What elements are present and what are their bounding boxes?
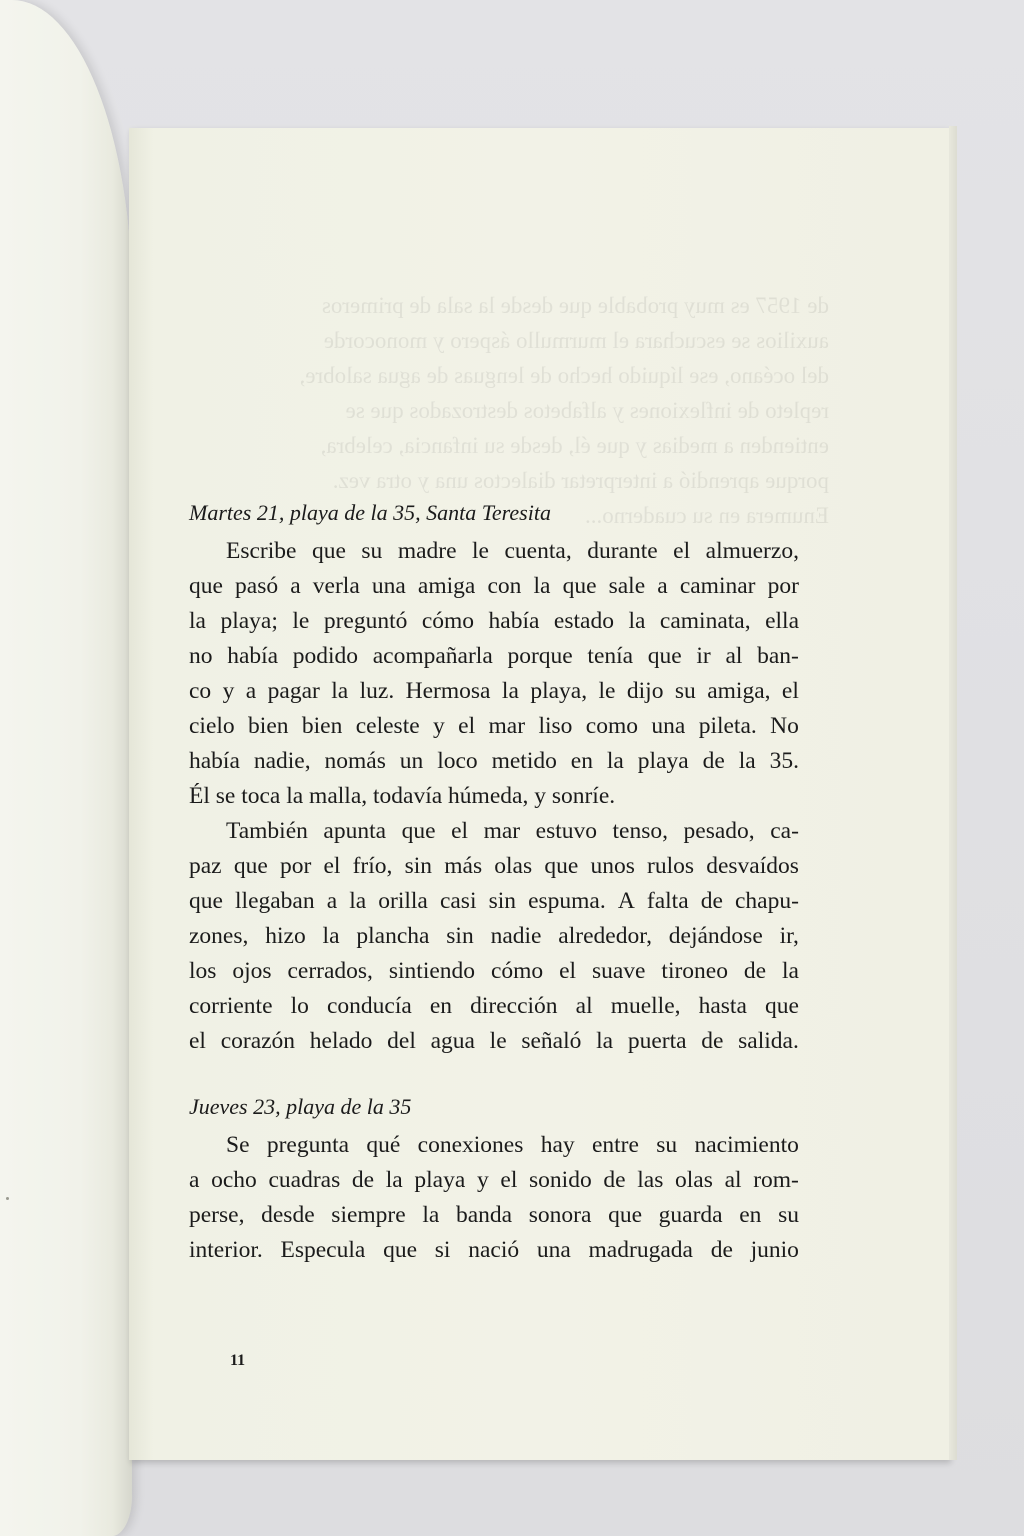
word: puerta (627, 1028, 687, 1054)
word: y (222, 678, 235, 704)
paragraph (189, 1128, 799, 1268)
entry-martes-21 (189, 500, 799, 1059)
word: que (189, 573, 223, 599)
word: corriente (189, 993, 273, 1019)
word: al (724, 1167, 742, 1193)
word: conexiones (417, 1132, 524, 1158)
word: ca- (770, 818, 799, 844)
word: ir (696, 643, 711, 669)
show-through-line: auxilios se escuchara el murmullo áspero y monocorde (323, 328, 829, 353)
word: preguntó (323, 608, 408, 634)
word: casi (439, 888, 477, 914)
word: a (189, 1167, 200, 1193)
word: su (361, 538, 383, 564)
text-line (189, 1128, 799, 1163)
word: playa, (530, 678, 588, 704)
word: un (399, 748, 424, 774)
word: estado (553, 608, 614, 634)
word: 35. (769, 748, 799, 774)
text-line (189, 604, 799, 639)
word: hay (540, 1132, 575, 1158)
word: ban- (757, 643, 799, 669)
word: entre (591, 1132, 639, 1158)
text-line: Él se toca la malla, todavía húmeda, y sonríe. (189, 783, 616, 809)
word: la (349, 888, 367, 914)
word: cuenta, (504, 538, 572, 564)
word: banda (455, 1202, 513, 1228)
word: que (562, 573, 597, 599)
word: que (189, 888, 223, 914)
word: nació (468, 1237, 520, 1263)
word: que (608, 1202, 642, 1228)
word: alrededor, (558, 923, 652, 949)
word: a (657, 573, 668, 599)
word: No (770, 713, 799, 739)
word: A (617, 888, 635, 914)
word: playa; (220, 608, 278, 634)
word: metido (491, 748, 557, 774)
word: al (575, 993, 593, 1019)
word: verla (312, 573, 360, 599)
word: los (189, 958, 217, 984)
word: a (290, 573, 301, 599)
word: dijo (626, 678, 664, 704)
word: plancha (356, 923, 430, 949)
word: que (544, 853, 579, 879)
word: playa (414, 1167, 466, 1193)
word: que (233, 853, 268, 879)
word: una (536, 1237, 571, 1263)
entry-jueves-23 (189, 1094, 799, 1268)
word: el (673, 538, 691, 564)
word: cómo (490, 958, 544, 984)
word: la (322, 923, 340, 949)
word: de (700, 888, 723, 914)
word: a (245, 678, 257, 704)
word: le (292, 608, 310, 634)
word: que (383, 1237, 418, 1263)
word: la (422, 1202, 440, 1228)
word: le (598, 678, 616, 704)
word: nomás (324, 748, 386, 774)
word: playa (637, 748, 689, 774)
word: También (226, 818, 308, 844)
left-page (0, 0, 132, 1536)
word: junio (750, 1237, 799, 1263)
word: por (279, 853, 312, 879)
word: la (501, 678, 519, 704)
word: rulos (647, 853, 695, 879)
word: que (647, 643, 682, 669)
word: bien (301, 713, 343, 739)
word: la (596, 1028, 614, 1054)
text-line (189, 954, 799, 989)
word: del (387, 1028, 416, 1054)
word: de (701, 1028, 724, 1054)
word: luz. (359, 678, 395, 704)
word: y (433, 713, 445, 739)
word: sin (404, 853, 433, 879)
page-edge (949, 126, 957, 1460)
entry-heading: Martes 21, playa de la 35, Santa Teresita (189, 500, 551, 525)
word: por (767, 573, 799, 599)
word: olas (494, 853, 533, 879)
word: el (500, 1167, 518, 1193)
word: frío, (352, 853, 393, 879)
word: corazón (220, 1028, 296, 1054)
word: el (458, 713, 476, 739)
word: pileta. (698, 713, 757, 739)
word: mar (483, 818, 521, 844)
word: que (764, 993, 799, 1019)
word: paz (189, 853, 222, 879)
word: cómo (421, 608, 475, 634)
page-number: 11 (230, 1352, 246, 1369)
word: zones, (189, 923, 249, 949)
word: que (401, 818, 436, 844)
show-through-text (189, 288, 829, 533)
word: llegaban (235, 888, 315, 914)
word: señaló (521, 1028, 582, 1054)
text-line (189, 639, 799, 674)
entry-heading: Jueves 23, playa de la 35 (189, 1094, 412, 1119)
word: pagar (267, 678, 320, 704)
word: había (488, 608, 540, 634)
word: el (559, 958, 577, 984)
word: helado (309, 1028, 373, 1054)
text-line (189, 1024, 799, 1059)
word: apunta (323, 818, 387, 844)
word: liso (538, 713, 573, 739)
word: pesado, (683, 818, 755, 844)
word: celeste (355, 713, 420, 739)
word: hizo (265, 923, 306, 949)
word: las (637, 1167, 664, 1193)
word: muelle, (610, 993, 681, 1019)
word: nadie, (253, 748, 311, 774)
word: sale (608, 573, 646, 599)
word: amiga, (707, 678, 771, 704)
word: loco (437, 748, 478, 774)
text-line (189, 919, 799, 954)
word: pasó (235, 573, 279, 599)
text-line (189, 1233, 799, 1268)
word: de (351, 1167, 375, 1193)
word: mar (488, 713, 526, 739)
word: cielo (189, 713, 235, 739)
word: madre (397, 538, 457, 564)
word: Escribe (226, 538, 297, 564)
word: bien (248, 713, 289, 739)
word: acompañarla (372, 643, 493, 669)
text-line (189, 674, 799, 709)
word: chapu- (734, 888, 799, 914)
text-line (189, 849, 799, 884)
word: porque (507, 643, 573, 669)
word: en (429, 993, 453, 1019)
word: suave (591, 958, 646, 984)
word: nacimiento (694, 1132, 799, 1158)
text-line (189, 884, 799, 919)
word: espuma. (528, 888, 606, 914)
word: Hermosa (405, 678, 491, 704)
word: al (725, 643, 743, 669)
word: de (710, 1237, 733, 1263)
word: y (476, 1167, 489, 1193)
text-line (189, 744, 799, 779)
word: qué (366, 1132, 401, 1158)
word: le (489, 1028, 507, 1054)
word: su (778, 1202, 799, 1228)
word: como (585, 713, 638, 739)
word: de (743, 958, 767, 984)
word: la (628, 608, 646, 634)
text-line (189, 814, 799, 849)
word: de (603, 1167, 626, 1193)
word: rom- (753, 1167, 799, 1193)
word: una (651, 713, 686, 739)
word: no (189, 643, 213, 669)
text-line (189, 989, 799, 1024)
word: tenía (587, 643, 634, 669)
word: orilla (378, 888, 428, 914)
word: guarda (658, 1202, 723, 1228)
word: caminata, (659, 608, 751, 634)
word: cerrados, (287, 958, 373, 984)
word: unos (590, 853, 635, 879)
word: olas (675, 1167, 713, 1193)
show-through-line: Enumera en su cuaderno... (585, 503, 829, 528)
text-line (189, 1163, 799, 1198)
word: siempre (331, 1202, 406, 1228)
word: podido (292, 643, 359, 669)
word: sintiendo (388, 958, 476, 984)
word: madrugada (588, 1237, 693, 1263)
word: la (189, 608, 206, 634)
word: salida. (738, 1028, 799, 1054)
word: co (189, 678, 212, 704)
paragraph (189, 534, 799, 814)
word: ella (765, 608, 799, 634)
text-line (189, 709, 799, 744)
word: la (782, 958, 799, 984)
word: ocho (211, 1167, 257, 1193)
word: el (781, 678, 799, 704)
word: amiga (417, 573, 476, 599)
word: sin (488, 888, 516, 914)
word: de (702, 748, 725, 774)
word: hasta (698, 993, 747, 1019)
word: dirección (470, 993, 558, 1019)
word: la (385, 1167, 403, 1193)
word: tironeo (661, 958, 728, 984)
book-page (129, 128, 949, 1460)
word: en (570, 748, 593, 774)
word: la (606, 748, 624, 774)
word: había (189, 748, 240, 774)
word: desvaídos (706, 853, 799, 879)
show-through-line: repleto de inflexiones y alfabetos destrozados que se (345, 398, 829, 423)
word: una (371, 573, 406, 599)
word: tenso, (612, 818, 669, 844)
word: Se (226, 1132, 250, 1158)
word: ir, (779, 923, 799, 949)
word: sonora (528, 1202, 592, 1228)
word: conducía (326, 993, 412, 1019)
word: si (434, 1237, 451, 1263)
word: el (189, 1028, 206, 1054)
word: a (326, 888, 338, 914)
word: lo (290, 993, 309, 1019)
word: pregunta (266, 1132, 350, 1158)
show-through-line: del océano, ese líquido hecho de lenguas de agua salobre, (299, 363, 829, 388)
word: interior. (189, 1237, 263, 1263)
word: el (451, 818, 469, 844)
word: la (533, 573, 551, 599)
word: durante (587, 538, 658, 564)
show-through-line: de 1957 es muy probable que desde la sala de primeros (321, 293, 829, 318)
word: Especula (280, 1237, 366, 1263)
word: agua (430, 1028, 475, 1054)
word: que (311, 538, 346, 564)
word: con (487, 573, 522, 599)
word: la (331, 678, 349, 704)
show-through-line: porque aprendió a interpretar dialectos una y otra vez. (332, 468, 829, 493)
word: estuvo (535, 818, 597, 844)
word: dejándose (668, 923, 763, 949)
word: almuerzo, (705, 538, 799, 564)
text-line (189, 569, 799, 604)
word: sonido (529, 1167, 592, 1193)
word: falta (646, 888, 689, 914)
word: en (739, 1202, 762, 1228)
text-line (189, 534, 799, 569)
paragraph (189, 814, 799, 1059)
word: su (674, 678, 696, 704)
word: había (227, 643, 279, 669)
word: perse, (189, 1202, 245, 1228)
word: caminar (679, 573, 756, 599)
word: nadie (490, 923, 542, 949)
word: le (472, 538, 489, 564)
word: su (656, 1132, 678, 1158)
word: ojos (232, 958, 272, 984)
word: el (323, 853, 341, 879)
text-line (189, 1198, 799, 1233)
word: desde (261, 1202, 315, 1228)
word: la (738, 748, 756, 774)
paper-speck (6, 1197, 9, 1200)
word: sin (446, 923, 474, 949)
word: cuadras (268, 1167, 341, 1193)
word: más (444, 853, 483, 879)
show-through-line: entienden a medias y que él, desde su infancia, celebra, (320, 433, 829, 458)
